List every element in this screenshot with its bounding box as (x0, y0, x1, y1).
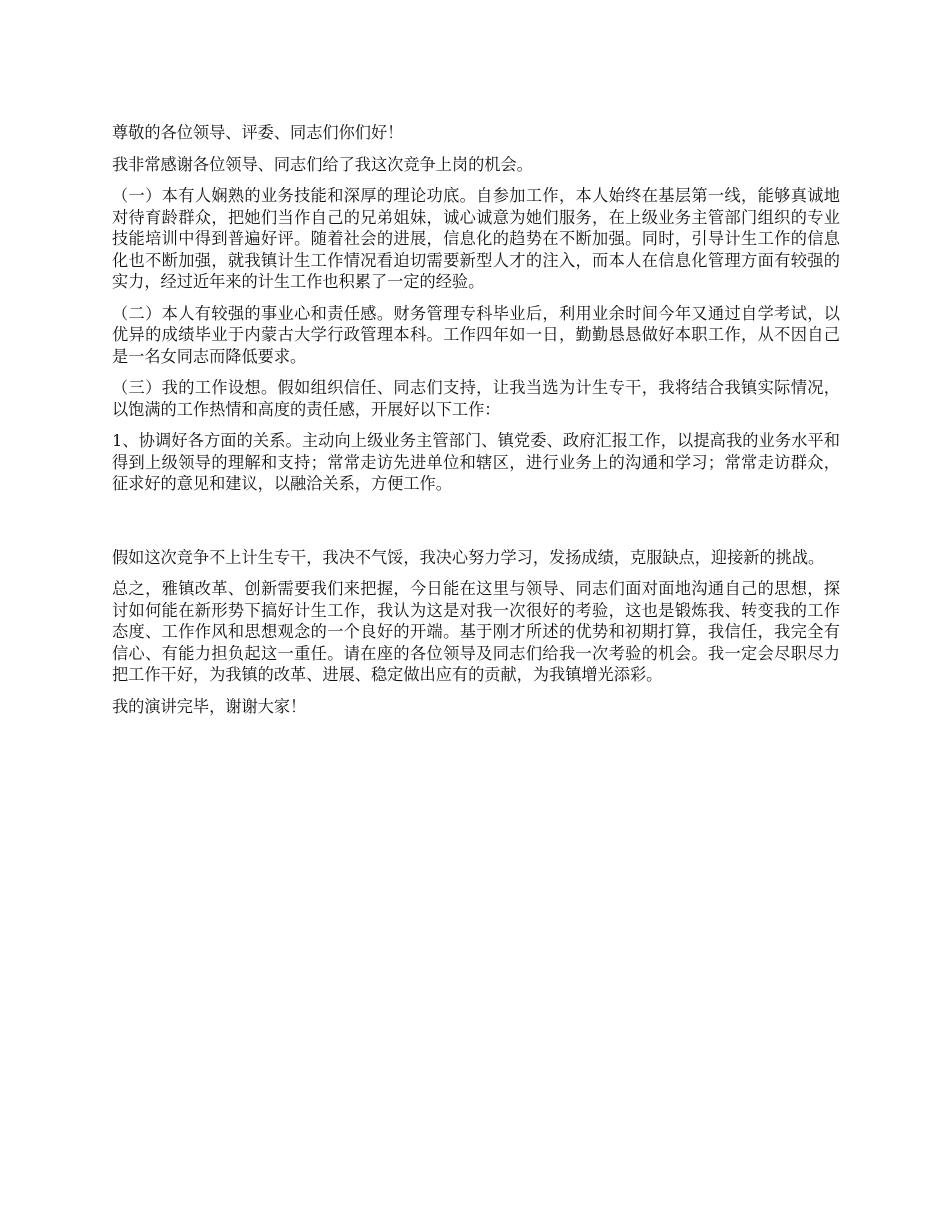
fallback-paragraph: 假如这次竞争不上计生专干，我决不气馁，我决心努力学习，发扬成绩，克服缺点，迎接新的挑战。 (112, 547, 825, 567)
section-three-paragraph: （三）我的工作设想。假如组织信任、同志们支持，让我当选为计生专干，我将结合我镇实际情况，以饱满的工作热情和高度的责任感，开展好以下工作： (112, 378, 840, 419)
section-two-paragraph: （二）本人有较强的事业心和责任感。财务管理专科毕业后，利用业余时间今年又通过自学考试，以优异的成绩毕业于内蒙古大学行政管理本科。工作四年如一日，勤勤恳恳做好本职工作，从不因自己是一名女同志而降低要求。 (112, 303, 840, 366)
work-item-one-paragraph: 1、协调好各方面的关系。主动向上级业务主管部门、镇党委、政府汇报工作，以提高我的业务水平和得到上级领导的理解和支持；常常走访先进单位和辖区，进行业务上的沟通和学习；常常走访群众，征求好的意见和建议，以融洽关系，方便工作。 (112, 431, 840, 493)
closing-paragraph: 我的演讲完毕，谢谢大家！ (112, 696, 307, 716)
conclusion-paragraph: 总之，雅镇改革、创新需要我们来把握，今日能在这里与领导、同志们面对面地沟通自己的思想，探讨如何能在新形势下搞好计生工作，我认为这是对我一次很好的考验，这也是锻炼我、转变我的工作态度、工作作风和思想观念的一个良好的开端。基于刚才所述的优势和初期打算，我信任，我完全有信心、有能力担负起这一重任。请在座的各位领导及同志们给我一次考验的机会。我一定会尽职尽力把工作干好，为我镇的改革、进展、稳定做出应有的贡献，为我镇增光添彩。 (112, 579, 840, 684)
greeting-paragraph: 尊敬的各位领导、评委、同志们你们好！ (112, 123, 404, 142)
section-one-paragraph: （一）本有人娴熟的业务技能和深厚的理论功底。自参加工作，本人始终在基层第一线，能够真诚地对待育龄群众，把她们当作自己的兄弟姐妹，诚心诚意为她们服务，在上级业务主管部门组织的专业技能培训中得到普遍好评。随着社会的进展，信息化的趋势在不断加强。同时，引导计生工作的信息化也不断加强，就我镇计生工作情况看迫切需要新型人才的注入，而本人在信息化管理方面有较强的实力，经过近年来的计生工作也积累了一定的经验。 (112, 186, 840, 291)
document-body (112, 122, 840, 727)
thanks-paragraph: 我非常感谢各位领导、同志们给了我这次竞争上岗的机会。 (112, 154, 533, 174)
